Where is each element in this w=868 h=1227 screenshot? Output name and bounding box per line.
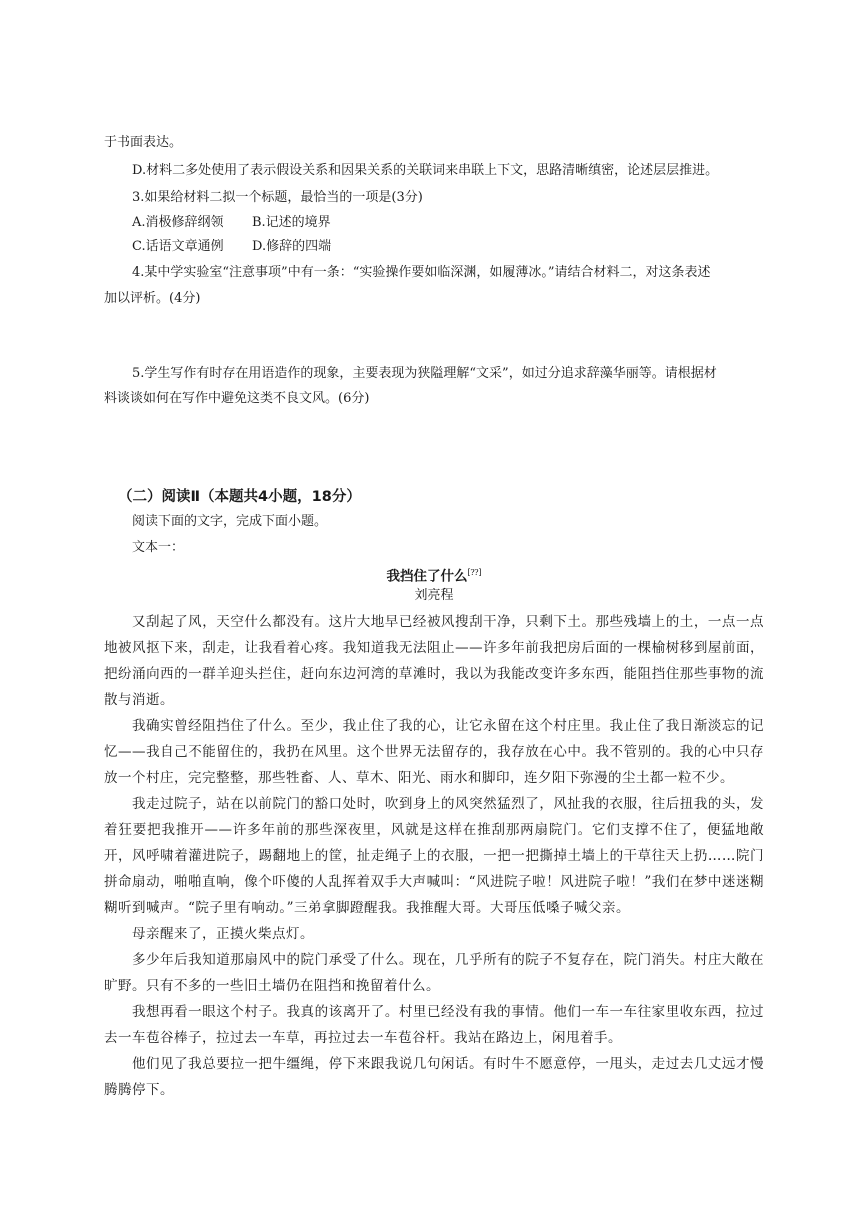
option-d-previous: D.材料二多处使用了表示假设关系和因果关系的关联词来串联上下文，思路清晰缜密，论述层层推进。 xyxy=(132,163,719,178)
section-heading: （二）阅读Ⅱ（本题共4小题，18分） xyxy=(118,489,361,505)
question-3-stem: 3.如果给材料二拟一个标题，最恰当的一项是(3分) xyxy=(132,190,423,205)
article-title-text: 我挡住了什么 xyxy=(386,568,468,585)
article-paragraph-6: 我想再看一眼这个村子。我真的该离开了。村里已经没有我的事情。他们一车一车往家里收东西，拉过去一车苞谷棒子，拉过去一车草，再拉过去一车苞谷杆。我站在路边上，闲甩着手。 xyxy=(104,1004,764,1046)
previous-question-tail: 于书面表达。 xyxy=(104,135,183,150)
article-title xyxy=(0,563,868,587)
article-title-footnote-mark: [⁇] xyxy=(467,568,482,577)
question-3-option-a: A.消极修辞纲领 xyxy=(132,215,224,230)
article-author: 刘亮程 xyxy=(414,588,454,603)
question-3-option-b: B.记述的境界 xyxy=(252,215,331,230)
reading-instruction: 阅读下面的文字，完成下面小题。 xyxy=(132,514,328,529)
article-paragraph-4: 母亲醒来了，正摸火柴点灯。 xyxy=(132,926,314,942)
question-3-option-d: D.修辞的四端 xyxy=(252,239,332,254)
question-5-line-2: 料谈谈如何在写作中避免这类不良文风。(6分) xyxy=(104,391,370,406)
article-paragraph-2: 我确实曾经阻挡住了什么。至少，我止住了我的心，让它永留在这个村庄里。我止住了我日渐淡忘的记忆——我自己不能留住的，我扔在风里。这个世界无法留存的，我存放在心中。我不管别的。我的心中只存放一个村庄，完完整整，那些牲畜、人、草木、阳光、雨水和脚印，连夕阳下弥漫的尘土都一粒不少。 xyxy=(104,718,764,786)
question-4-line-2: 加以评析。(4分) xyxy=(104,291,201,306)
question-3-options-row-2 xyxy=(132,238,331,256)
question-4-line-1: 4.某中学实验室“注意事项”中有一条：“实验操作要如临深渊，如履薄冰。”请结合材料二，对这条表述 xyxy=(132,265,711,280)
text-label: 文本一： xyxy=(132,540,185,555)
article-paragraph-1: 又刮起了风，天空什么都没有。这片大地早已经被风搜刮干净，只剩下土。那些残墙上的土，一点一点地被风抠下来，刮走，让我看着心疼。我知道我无法阻止——许多年前我把房后面的一棵榆树移到屋前面，把纷涌向西的一群羊迎头拦住，赶向东边河湾的草滩时，我以为我能改变许多东西，能阻挡住那些事物的流散与消逝。 xyxy=(104,614,764,708)
question-5-line-1: 5.学生写作有时存在用语造作的现象，主要表现为狭隘理解“文采”，如过分追求辞藻华丽等。请根据材 xyxy=(132,366,717,381)
article-paragraph-3: 我走过院子，站在以前院门的豁口处时，吹到身上的风突然猛烈了，风扯我的衣服，往后扭我的头，发着狂要把我推开——许多年前的那些深夜里，风就是这样在推刮那两扇院门。它们支撑不住了，便猛地敞开，风呼啸着灌进院子，踢翻地上的筐，扯走绳子上的衣服，一把一把撕掉土墙上的干草往天上扔……院门拼命扇动，啪啪直响，像个吓傻的人乱挥着双手大声喊叫：“风进院子啦！风进院子啦！”我们在梦中迷迷糊糊听到喊声。“院子里有响动。”三弟拿脚蹬醒我。我推醒大哥。大哥压低嗓子喊父亲。 xyxy=(104,796,764,916)
question-3-options-row-1 xyxy=(132,214,331,232)
article-paragraph-5: 多少年后我知道那扇风中的院门承受了什么。现在，几乎所有的院子不复存在，院门消失。村庄大敞在旷野。只有不多的一些旧土墙仍在阻挡和挽留着什么。 xyxy=(104,952,764,994)
article-paragraph-7: 他们见了我总要拉一把牛缰绳，停下来跟我说几句闲话。有时牛不愿意停，一甩头，走过去几丈远才慢腾腾停下。 xyxy=(104,1056,764,1098)
question-3-option-c: C.话语文章通例 xyxy=(132,239,224,254)
